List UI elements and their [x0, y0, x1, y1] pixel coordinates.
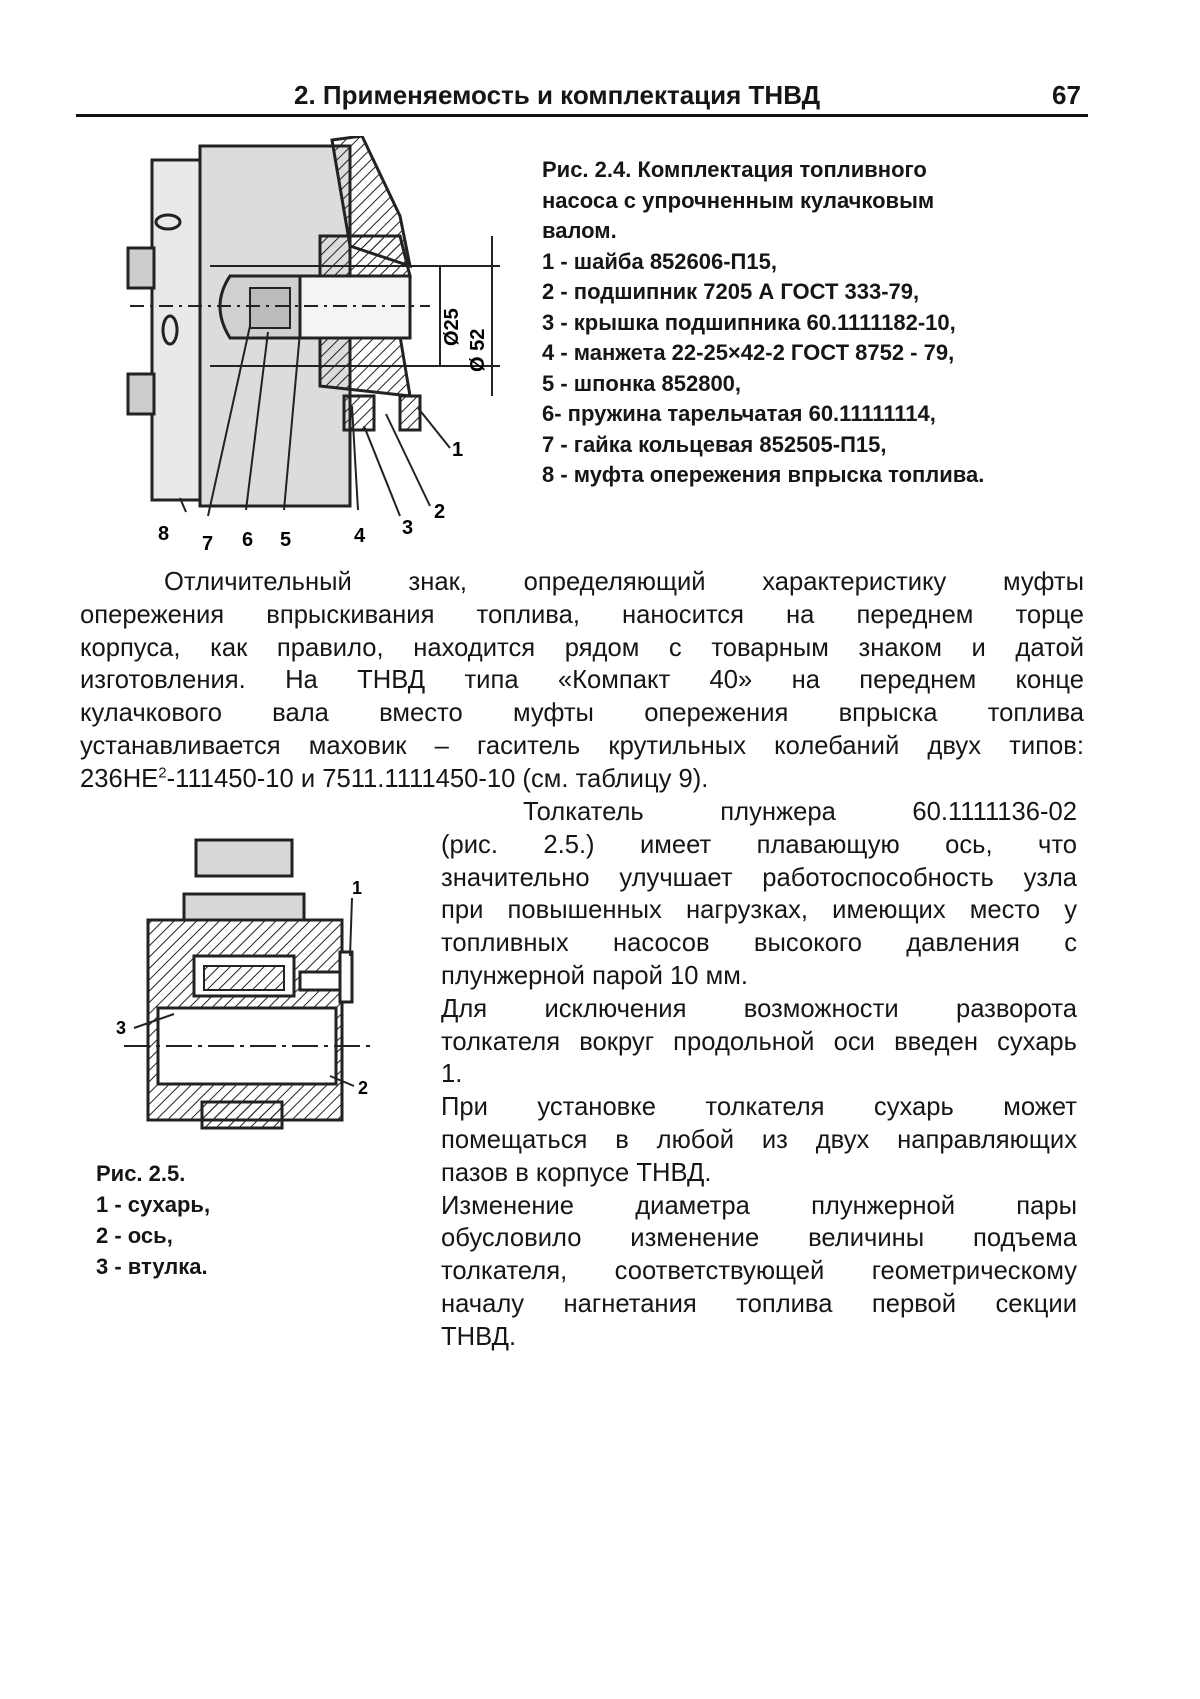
fig2-callout-3: 3 [116, 1018, 127, 1038]
caption-line: Рис. 2.5. [96, 1161, 186, 1186]
model-code: 236НЕ [80, 764, 159, 793]
caption-line: насоса с упрочненным кулачковым [542, 187, 935, 213]
text-line-last [80, 763, 1084, 796]
figure-2-5-drawing [104, 832, 394, 1132]
page-number: 67 [1052, 80, 1081, 110]
caption-line: 7 - гайка кольцевая 852505-П15, [542, 431, 887, 457]
caption-line: 6- пружина тарельчатая 60.11111114, [542, 401, 936, 426]
text-line: значительно улучшает работоспособность узла [441, 863, 1077, 892]
right-column-text [441, 796, 1077, 1354]
page-header-title: 2. Применяемость и комплектация ТНВД [294, 80, 821, 110]
text-line: Отличительный знак, определяющий характеристику муфты [164, 568, 1084, 596]
text-line: кулачкового вала вместо муфты опережения впрыска топлива [80, 699, 1084, 728]
figure-2-4-caption [542, 155, 984, 491]
callout-2: 2 [434, 501, 446, 523]
caption-line: 1 - шайба 852606-П15, [542, 248, 777, 274]
text-line: плунжерной парой 10 мм. [441, 961, 748, 990]
header-rule [76, 114, 1088, 117]
text-line: Для исключения возможности разворота [441, 994, 1077, 1023]
caption-line: 3 - крышка подшипника 60.1111182-10, [542, 309, 956, 335]
callout-4: 4 [354, 525, 366, 547]
text-line: помещаться в любой из двух направляющих [441, 1125, 1077, 1154]
caption-line: 5 - шпонка 852800, [542, 370, 742, 396]
caption-line: Рис. 2.4. Комплектация топливного [542, 157, 927, 182]
caption-line: 3 - втулка. [96, 1254, 208, 1279]
dimension-label-d52: Ø 52 [467, 328, 489, 372]
figure-2-4-drawing [100, 136, 520, 556]
text-line: ТНВД. [441, 1322, 517, 1351]
paragraph-1 [80, 566, 1084, 796]
fig2-callout-2: 2 [358, 1078, 369, 1098]
text-line: пазов в корпусе ТНВД. [441, 1158, 712, 1187]
text-line: 1. [441, 1060, 463, 1089]
text-line: опережения впрыскивания топлива, наносится на переднем торце [80, 600, 1084, 629]
caption-line: 2 - подшипник 7205 А ГОСТ 333-79, [542, 279, 920, 304]
text-line: толкателя вокруг продольной оси введен сухарь [441, 1027, 1077, 1056]
callout-6: 6 [242, 529, 254, 551]
text-line: корпуса, как правило, находится рядом с товарным знаком и датой [80, 633, 1084, 662]
text-line: устанавливается маховик – гаситель крутильных колебаний двух типов: [80, 731, 1084, 760]
caption-line: 1 - сухарь, [96, 1192, 211, 1217]
caption-line: валом. [542, 218, 617, 243]
text-line: обусловило изменение величины подъема [441, 1224, 1077, 1253]
text-line: при повышенных нагрузках, имеющих место у [441, 896, 1077, 925]
text-line: (рис. 2.5.) имеет плавающую ось, что [441, 830, 1077, 859]
callout-3: 3 [402, 517, 414, 539]
callout-5: 5 [280, 529, 292, 551]
text-line: топливных насосов высокого давления с [441, 929, 1077, 958]
text-line: Изменение диаметра плунжерной пары [441, 1191, 1077, 1220]
callout-8: 8 [158, 523, 170, 545]
caption-line: 8 - муфта опережения впрыска топлива. [542, 462, 985, 487]
caption-line: 4 - манжета 22-25×42-2 ГОСТ 8752 - 79, [542, 340, 955, 365]
callout-7: 7 [202, 533, 214, 555]
fig2-callout-1: 1 [352, 878, 363, 898]
text-line: При установке толкателя сухарь может [441, 1093, 1077, 1122]
dimension-label-d25: Ø25 [441, 308, 463, 346]
figure-2-5-caption [96, 1158, 210, 1282]
text-line: изготовления. На ТНВД типа «Компакт 40» на переднем конце [80, 666, 1084, 695]
model-code-rest: -111450-10 и 7511.1111450-10 (см. таблицу 9). [166, 764, 709, 793]
text-line: началу нагнетания топлива первой секции [441, 1289, 1077, 1318]
text-line: Толкатель плунжера 60.1111136-02 [523, 798, 1077, 826]
text-line: толкателя, соответствующей геометрическому [441, 1257, 1077, 1286]
callout-1: 1 [452, 439, 464, 461]
superscript: 2 [158, 764, 167, 782]
caption-line: 2 - ось, [96, 1223, 173, 1248]
